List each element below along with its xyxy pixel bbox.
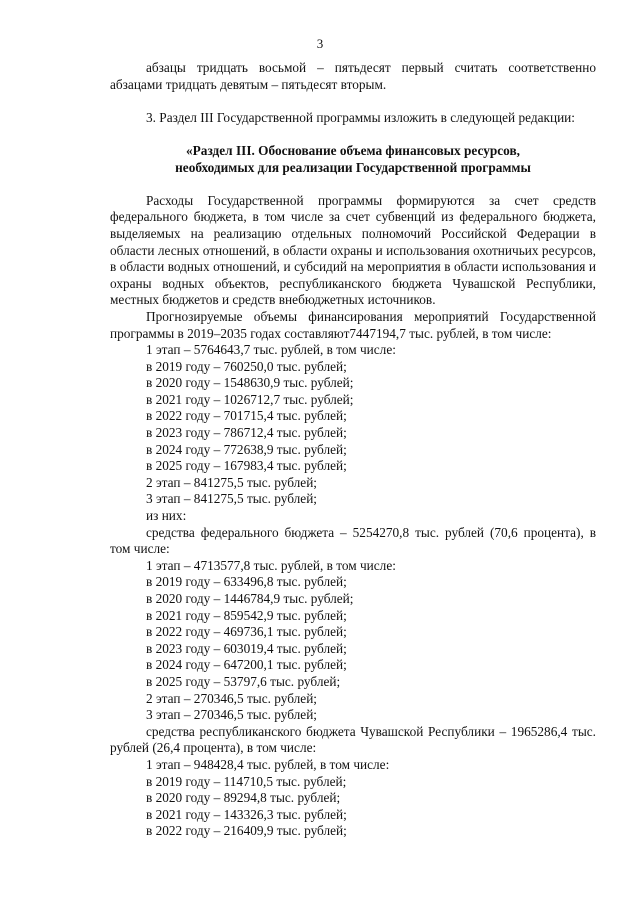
list-item: 2 этап – 841275,5 тыс. рублей;: [146, 474, 318, 490]
document-body: [110, 60, 596, 840]
list-item: в 2023 году – 603019,4 тыс. рублей;: [146, 640, 347, 656]
expenses-paragraph: Расходы Государственной программы формируются за счет средств федерального бюджета, в том числе за счет субвенций из федерального бюджета, выделяемых на реализацию отдельных полномочий Российской Федерации в области лесных отношений, в области охраны и использования охотничьих ресурсов, в области водных отношений, и субсидий на мероприятия в области использования и охраны водных объектов, республиканского бюджета Чувашской Республики, местных бюджетов и средств внебюджетных источников.: [110, 192, 596, 308]
list-item: в 2019 году – 760250,0 тыс. рублей;: [146, 358, 347, 374]
federal-funding-list: [110, 558, 596, 724]
list-item: в 2019 году – 633496,8 тыс. рублей;: [146, 574, 347, 590]
federal-budget-paragraph: средства федерального бюджета – 5254270,8 тыс. рублей (70,6 процента), в том числе:: [110, 524, 596, 557]
list-item: 2 этап – 270346,5 тыс. рублей;: [146, 690, 318, 706]
list-item: в 2024 году – 772638,9 тыс. рублей;: [146, 441, 347, 457]
list-item: в 2022 году – 701715,4 тыс. рублей;: [146, 408, 347, 424]
intro-paragraph: абзацы тридцать восьмой – пятьдесят первый считать соответственно абзацами тридцать девятым – пятьдесят вторым.: [110, 60, 596, 92]
list-item: в 2025 году – 167983,4 тыс. рублей;: [146, 458, 347, 474]
list-item: в 2021 году – 143326,3 тыс. рублей;: [146, 806, 347, 822]
list-item: в 2023 году – 786712,4 тыс. рублей;: [146, 425, 347, 441]
republic-funding-list: [110, 757, 596, 840]
list-item: в 2025 году – 53797,6 тыс. рублей;: [146, 673, 341, 689]
list-item: в 2021 году – 859542,9 тыс. рублей;: [146, 607, 347, 623]
list-item: в 2019 году – 114710,5 тыс. рублей;: [146, 773, 347, 789]
spacer: [110, 176, 596, 193]
list-item: 1 этап – 4713577,8 тыс. рублей, в том числе:: [146, 557, 396, 573]
total-funding-list: [110, 342, 596, 525]
list-item: в 2022 году – 469736,1 тыс. рублей;: [146, 624, 347, 640]
list-item: 1 этап – 948428,4 тыс. рублей, в том числе:: [146, 756, 390, 772]
list-item: 3 этап – 841275,5 тыс. рублей;: [146, 491, 318, 507]
spacer: [110, 126, 596, 143]
spacer: [110, 93, 596, 110]
item-3-paragraph: 3. Раздел III Государственной программы изложить в следующей редакции:: [146, 109, 575, 125]
section-heading-line-2: необходимых для реализации Государственной программы: [175, 159, 531, 175]
list-item: в 2020 году – 1548630,9 тыс. рублей;: [146, 375, 354, 391]
list-item: в 2020 году – 1446784,9 тыс. рублей;: [146, 591, 354, 606]
forecast-paragraph: Прогнозируемые объемы финансирования мероприятий Государственной программы в 2019–2035 годах составляют7447194,7 тыс. рублей, в том числе:: [110, 308, 596, 341]
list-item: в 2020 году – 89294,8 тыс. рублей;: [146, 790, 341, 806]
list-item: 1 этап – 5764643,7 тыс. рублей, в том числе:: [146, 342, 396, 358]
republic-budget-paragraph: средства республиканского бюджета Чувашской Республики – 1965286,4 тыс. рублей (26,4 процента), в том числе:: [110, 723, 596, 756]
list-item: из них:: [146, 508, 187, 524]
list-item: в 2021 году – 1026712,7 тыс. рублей;: [146, 391, 354, 407]
list-item: в 2022 году – 216409,9 тыс. рублей;: [146, 823, 347, 839]
list-item: в 2024 году – 647200,1 тыс. рублей;: [146, 657, 347, 673]
page-number: 3: [316, 36, 324, 51]
section-heading-line-1: «Раздел III. Обоснование объема финансовых ресурсов,: [186, 142, 520, 158]
list-item: 3 этап – 270346,5 тыс. рублей;: [146, 707, 318, 723]
